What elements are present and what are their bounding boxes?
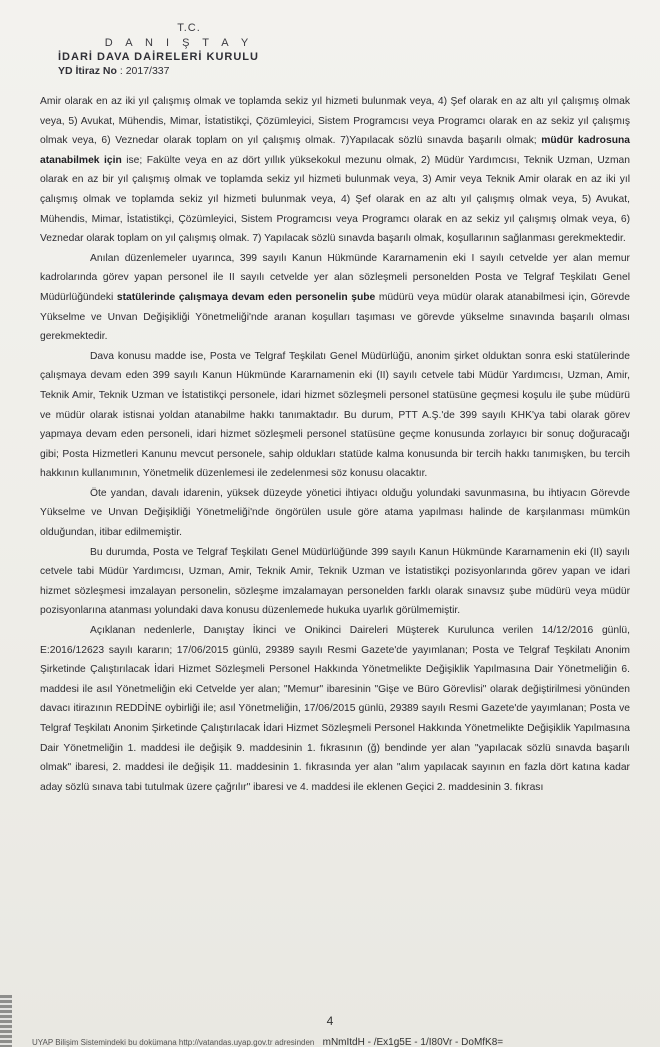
header-danistay: D A N I Ş T A Y (104, 37, 254, 49)
document-body (40, 92, 630, 797)
text-segment: Amir olarak en az iki yıl çalışmış olmak ve toplamda sekiz yıl hizmeti bulunmak veya, 4) Şef olarak en az altı yıl çalışmış olmak veya, 5) Avukat, Mühendis, Mimar, İstatistikçi, Çözümleyici, Sistem Programcısı veya Programcı olarak en az sekiz yıl çalışmış olmak veya, 6) Veznedar olarak toplam on yıl çalışmış olmak. 7)Yapılacak sözlü sınavda başarılı olmak; (40, 96, 630, 147)
header-court-name: İDARİ DAVA DAİRELERİ KURULU (58, 51, 259, 63)
bold-text: statülerinde çalışmaya devam eden personelin şube (116, 291, 376, 303)
paragraph (40, 347, 630, 484)
text-segment: Dava konusu madde ise, Posta ve Telgraf Teşkilatı Genel Müdürlüğü, anonim şirket olduktan sonra eski statülerinde çalışmaya devam eden 399 sayılı Kanun Hükmünde Kararnamenin eki (II) sayılı cetvele tabi Müdür Yardımcısı, Uzman, Amir, Teknik Amir, Teknik Uzman ve İstatistikçi personele, idari hizmet sözleşmeli personel statüsüne geçmesi koşulu ile şube müdürü ve müdür olarak istisnai yoldan atanabilme hakkı tanımaktadır. Bu durum, PTT A.Ş.'de 399 sayılı KHK'ya tabi olarak görev yapmaya devam eden personeli, idari hizmet sözleşmeli personel statüsüne geçme konusunda zorlayıcı bir sonuç doğuracağı gibi; Posta Hizmetleri Kanunu mevcut personele, sahip oldukları statüde kalma konusunda bir tercih hakkı tanımışken, bu tercih hakkının kullanımının, Yönetmelik düzenlemesi ile zedelenmesi söz konusu olacaktır. (40, 350, 630, 480)
page-number: 4 (326, 1014, 334, 1028)
scan-edge-barcode (0, 995, 12, 1047)
paragraph (40, 484, 630, 543)
paragraph (40, 92, 630, 249)
text-segment: Anılan düzenlemeler uyarınca, 399 sayılı Kanun Hükmünde Kararnamenin eki I sayılı cetvelde yer alan memur kadrolarında görev yapan personel ile II sayılı cetvelde yer alan sözleşmeli personelden Posta ve Telgraf Teşkilatı Genel Müdürlüğündeki (40, 252, 630, 303)
case-number-value: : 2017/337 (119, 65, 170, 77)
text-segment: müdürü veya müdür olarak atanabilmesi için, Görevde Yükselme ve Unvan Değişikliği Yönetmeliği'nde aranan koşulları taşıması ve görevde yükselme sınavında başarılı olması gerekmektedir. (40, 291, 630, 343)
header-tc: T.C. (177, 22, 201, 34)
footer-notice: UYAP Bilişim Sistemindeki bu dokümana http://vatandas.uyap.gov.tr adresinden (32, 1038, 315, 1047)
uyap-footer (32, 1037, 652, 1047)
bold-text: müdür kadrosuna atanabilmek için (40, 135, 630, 166)
footer-verification-code: mNmItdH - /Ex1g5E - 1/I80Vr - DoMfK8= (322, 1037, 504, 1047)
paragraph (40, 621, 630, 797)
text-segment: Öte yandan, davalı idarenin, yüksek düzeyde yönetici ihtiyacı olduğu yolundaki savunmasına, bu ihtiyacın Görevde Yükselme ve Unvan Değişikliği Yönetmeliği'nde öngörülen usule göre atama yapılması halinde de karşılanması mümkün olduğundan, itibar edilmemiştir. (40, 487, 630, 539)
text-segment: ise; Fakülte veya en az dört yıllık yüksekokul mezunu olmak, 2) Müdür Yardımcısı, Teknik Uzman, Uzman olarak en az bir yıl çalışmış olmak ve toplamda sekiz yıl hizmeti bulunmak veya, 3) Amir veya Teknik Amir olarak en az iki yıl çalışmış olmak ve toplamda sekiz yıl hizmeti bulunmak veya, 4) Şef olarak en az altı yıl çalışmış olmak veya, 5) Avukat, Mühendis, Mimar, İstatistikçi, Çözümleyici, Sistem Programcısı veya Programcı olarak en az sekiz yıl çalışmış olmak veya, 6) Veznedar olarak toplam on yıl çalışmış olmak. 7) Yapılacak sözlü sınavda başarılı olmak, koşullarının sağlanması gerekmektedir. (40, 154, 630, 245)
text-segment: Açıklanan nedenlerle, Danıştay İkinci ve Onikinci Daireleri Müşterek Kurulunca verilen 14/12/2016 günlü, E:2016/12623 sayılı kararın; 17/06/2015 günlü, 29389 sayılı Resmi Gazete'de yayımlanan; Posta ve Telgraf Teşkilatı Anonim Şirketinde Çalıştırılacak İdari Hizmet Sözleşmeli Personel Hakkında Yönetmelikte Değişiklik Yapılmasına Dair Yönetmeliğin 6. maddesi ile asıl Yönetmeliğin eki Cetvelde yer alan; "Memur" ibaresinin "Gişe ve Büro Görevlisi" olarak değiştirilmesi yönünden davacı itirazının REDDİNE oybirliği ile; asıl Yönetmeliğin, 17/06/2015 günlü, 29389 sayılı Resmi Gazete'de yayımlanan; Posta ve Telgraf Teşkilatı Anonim Şirketinde Çalıştırılacak İdari Hizmet Sözleşmeli Personel Hakkında Yönetmelikte Değişiklik Yapılmasına Dair Yönetmeliğin 1. maddesi ile değişik 9. maddesinin 1. fıkrasının (ğ) bendinde yer alan "yapılacak sözlü sınavda başarılı olmak" ibaresi, 2. maddesi ile değişik 11. maddesinin 1. fıkrasında yer alan "alım yapılacak sayının en fazla dört katına kadar aday sözlü sınava tabi tutulmak üzere çağrılır" ibaresi ve 4. maddesi ile eklenen Geçici 2. maddesinin 3. fıkrası (40, 625, 630, 793)
paragraph (40, 249, 630, 347)
case-number-label: YD İtiraz No (58, 65, 117, 77)
header-case-number (0, 65, 340, 77)
paragraph (40, 543, 630, 621)
document-header (0, 22, 340, 77)
text-segment: Bu durumda, Posta ve Telgraf Teşkilatı Genel Müdürlüğünde 399 sayılı Kanun Hükmünde Kararnamenin eki (II) sayılı cetvele tabi Müdür Yardımcısı, Uzman, Amir, Teknik Amir, Teknik Uzman ve İstatistikçi pozisyonlarında görev yapan ve idari hizmet sözleşmesi imzalayan personelin, sözleşme imzalamayan personelden farklı olarak sınavsız şube müdürü veya müdür pozisyonlarına atanması yolundaki dava konusu düzenlemede hukuka uyarlık görülmemiştir. (40, 546, 630, 617)
